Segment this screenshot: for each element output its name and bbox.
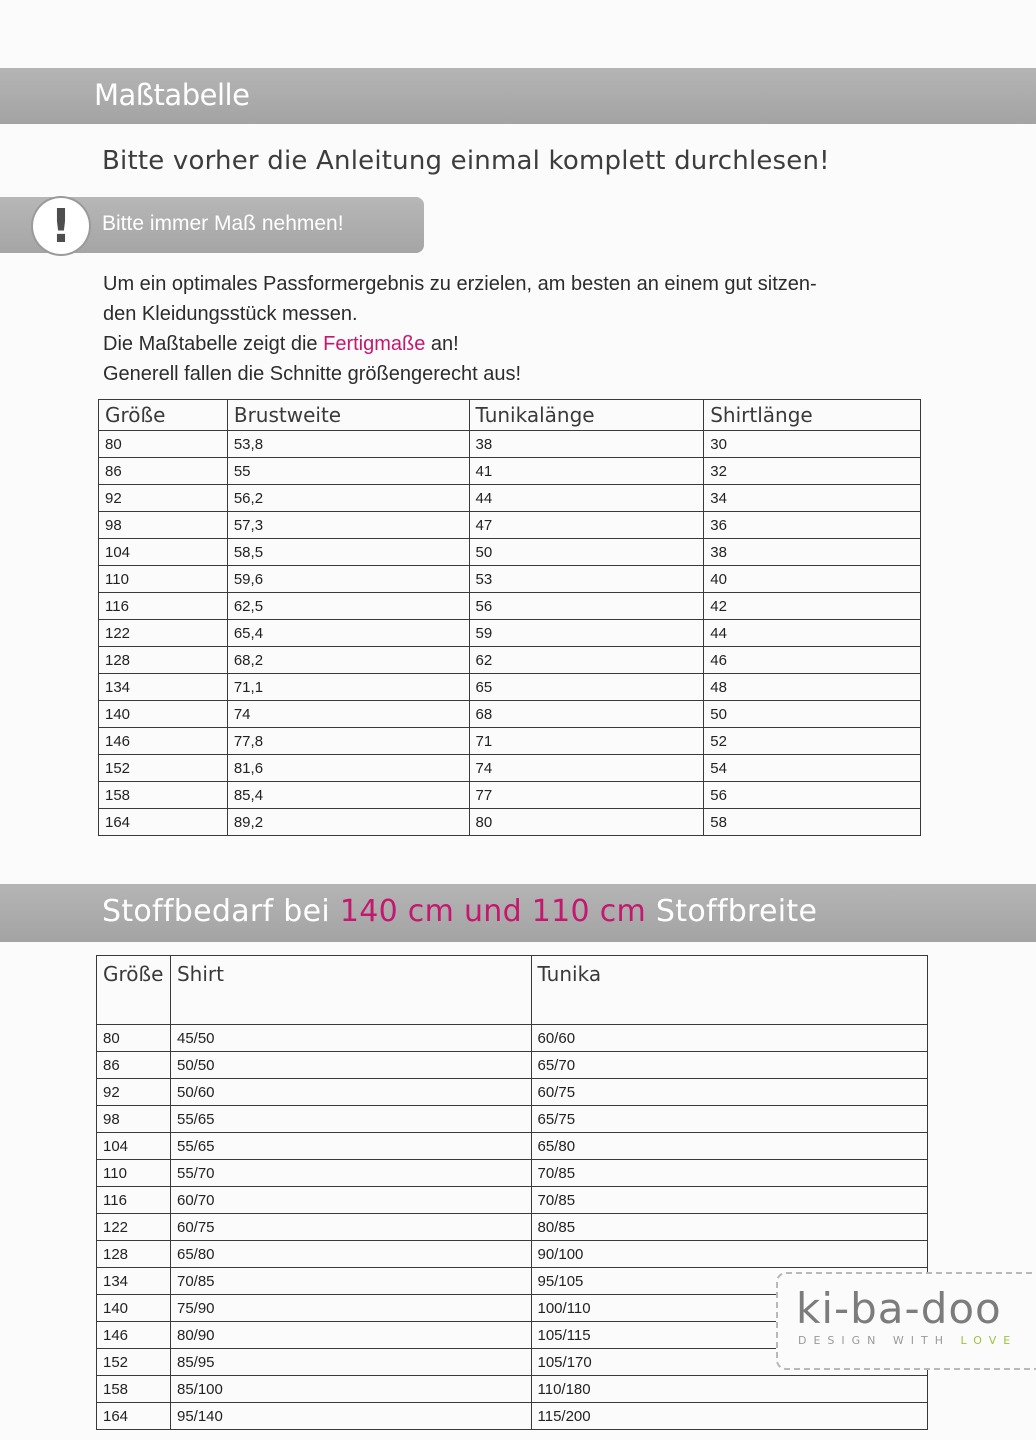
table-cell: 140 bbox=[97, 1295, 171, 1322]
body-line bbox=[103, 329, 933, 359]
table-cell: 45/50 bbox=[170, 1025, 531, 1052]
table-cell: 77,8 bbox=[227, 728, 469, 755]
table-cell: 36 bbox=[704, 512, 921, 539]
table-cell: 70/85 bbox=[170, 1268, 531, 1295]
column-header: Größe bbox=[97, 956, 171, 1025]
table-cell: 59 bbox=[469, 620, 704, 647]
table-row bbox=[99, 620, 921, 647]
body-line: den Kleidungsstück messen. bbox=[103, 303, 358, 325]
body-line: Generell fallen die Schnitte größengerecht aus! bbox=[103, 363, 522, 385]
table-cell: 100/110 bbox=[531, 1295, 928, 1322]
table-cell: 134 bbox=[99, 674, 228, 701]
table-cell: 116 bbox=[99, 593, 228, 620]
table-cell: 158 bbox=[99, 782, 228, 809]
column-header: Shirtlänge bbox=[704, 400, 921, 431]
table-cell: 58 bbox=[704, 809, 921, 836]
table-cell: 164 bbox=[99, 809, 228, 836]
column-header: Shirt bbox=[170, 956, 531, 1025]
body-text-segment: Die Maßtabelle zeigt die bbox=[103, 333, 324, 355]
table-cell: 56,2 bbox=[227, 485, 469, 512]
column-header: Brustweite bbox=[227, 400, 469, 431]
table-cell: 41 bbox=[469, 458, 704, 485]
table-cell: 152 bbox=[99, 755, 228, 782]
table-row bbox=[97, 1133, 928, 1160]
table-row bbox=[97, 1376, 928, 1403]
table-cell: 104 bbox=[97, 1133, 171, 1160]
table-cell: 128 bbox=[97, 1241, 171, 1268]
table-row bbox=[99, 512, 921, 539]
table-cell: 48 bbox=[704, 674, 921, 701]
table-row bbox=[97, 1187, 928, 1214]
table-cell: 65/80 bbox=[531, 1133, 928, 1160]
table-cell: 56 bbox=[704, 782, 921, 809]
table-cell: 128 bbox=[99, 647, 228, 674]
table-row bbox=[99, 539, 921, 566]
table-cell: 70/85 bbox=[531, 1187, 928, 1214]
table-cell: 77 bbox=[469, 782, 704, 809]
body-line: Um ein optimales Passformergebnis zu erzielen, am besten an einem gut sitzen- bbox=[103, 273, 817, 295]
table-cell: 40 bbox=[704, 566, 921, 593]
table-cell: 95/140 bbox=[170, 1403, 531, 1430]
table-cell: 65 bbox=[469, 674, 704, 701]
table-row bbox=[99, 566, 921, 593]
table-cell: 65/80 bbox=[170, 1241, 531, 1268]
table-cell: 85/100 bbox=[170, 1376, 531, 1403]
table-row bbox=[99, 458, 921, 485]
table-cell: 53,8 bbox=[227, 431, 469, 458]
table-cell: 55/65 bbox=[170, 1106, 531, 1133]
table-cell: 92 bbox=[97, 1079, 171, 1106]
table-cell: 86 bbox=[99, 458, 228, 485]
table-cell: 56 bbox=[469, 593, 704, 620]
table-cell: 60/75 bbox=[531, 1079, 928, 1106]
table-cell: 57,3 bbox=[227, 512, 469, 539]
table-cell: 65/70 bbox=[531, 1052, 928, 1079]
table-cell: 60/60 bbox=[531, 1025, 928, 1052]
table-cell: 62,5 bbox=[227, 593, 469, 620]
table-row bbox=[97, 1025, 928, 1052]
table-cell: 34 bbox=[704, 485, 921, 512]
table-row bbox=[97, 1403, 928, 1430]
table-cell: 30 bbox=[704, 431, 921, 458]
section-header-stoffbedarf bbox=[0, 884, 1036, 942]
table-row bbox=[99, 782, 921, 809]
table-cell: 85/95 bbox=[170, 1349, 531, 1376]
table-cell: 68 bbox=[469, 701, 704, 728]
table-cell: 89,2 bbox=[227, 809, 469, 836]
table-cell: 60/75 bbox=[170, 1214, 531, 1241]
table-cell: 68,2 bbox=[227, 647, 469, 674]
table-cell: 104 bbox=[99, 539, 228, 566]
table-cell: 81,6 bbox=[227, 755, 469, 782]
table-cell: 50/50 bbox=[170, 1052, 531, 1079]
table-cell: 59,6 bbox=[227, 566, 469, 593]
table-cell: 70/85 bbox=[531, 1160, 928, 1187]
table-cell: 92 bbox=[99, 485, 228, 512]
table-cell: 85,4 bbox=[227, 782, 469, 809]
table-cell: 86 bbox=[97, 1052, 171, 1079]
table-cell: 152 bbox=[97, 1349, 171, 1376]
column-header: Größe bbox=[99, 400, 228, 431]
table-cell: 60/70 bbox=[170, 1187, 531, 1214]
brand-logo bbox=[776, 1272, 1036, 1370]
table-row bbox=[97, 1052, 928, 1079]
column-header: Tunika bbox=[531, 956, 928, 1025]
table-cell: 116 bbox=[97, 1187, 171, 1214]
size-table bbox=[98, 399, 921, 836]
table-row bbox=[99, 485, 921, 512]
table-cell: 95/105 bbox=[531, 1268, 928, 1295]
table-cell: 55 bbox=[227, 458, 469, 485]
table-cell: 110 bbox=[97, 1160, 171, 1187]
table-cell: 52 bbox=[704, 728, 921, 755]
table-cell: 122 bbox=[97, 1214, 171, 1241]
title-text: Stoffbedarf bei bbox=[102, 894, 340, 929]
table-cell: 55/65 bbox=[170, 1133, 531, 1160]
table-row bbox=[99, 755, 921, 782]
table-cell: 50/60 bbox=[170, 1079, 531, 1106]
table-row bbox=[99, 431, 921, 458]
logo-wordmark: ki-ba-doo bbox=[796, 1284, 1002, 1333]
table-cell: 44 bbox=[469, 485, 704, 512]
table-cell: 134 bbox=[97, 1268, 171, 1295]
table-cell: 54 bbox=[704, 755, 921, 782]
table-row bbox=[97, 1214, 928, 1241]
table-cell: 53 bbox=[469, 566, 704, 593]
table-cell: 164 bbox=[97, 1403, 171, 1430]
table-cell: 140 bbox=[99, 701, 228, 728]
highlight-fertigmasse: Fertigmaße bbox=[323, 333, 426, 355]
table-cell: 50 bbox=[469, 539, 704, 566]
table-cell: 42 bbox=[704, 593, 921, 620]
section-header-masstabelle bbox=[0, 68, 1036, 124]
table-row bbox=[97, 1160, 928, 1187]
table-cell: 47 bbox=[469, 512, 704, 539]
intro-heading: Bitte vorher die Anleitung einmal komplett durchlesen! bbox=[102, 146, 830, 176]
table-cell: 65/75 bbox=[531, 1106, 928, 1133]
table-cell: 55/70 bbox=[170, 1160, 531, 1187]
table-cell: 71,1 bbox=[227, 674, 469, 701]
table-row bbox=[99, 593, 921, 620]
table-cell: 80/85 bbox=[531, 1214, 928, 1241]
tagline-accent: LOVE bbox=[960, 1334, 1018, 1347]
table-row bbox=[99, 809, 921, 836]
table-cell: 74 bbox=[469, 755, 704, 782]
table-cell: 105/115 bbox=[531, 1322, 928, 1349]
title-text: Stoffbreite bbox=[646, 894, 818, 929]
tagline-text: DESIGN WITH bbox=[798, 1334, 961, 1347]
table-row bbox=[97, 1241, 928, 1268]
table-row bbox=[99, 647, 921, 674]
table-cell: 80/90 bbox=[170, 1322, 531, 1349]
table-cell: 44 bbox=[704, 620, 921, 647]
table-row bbox=[99, 701, 921, 728]
table-cell: 122 bbox=[99, 620, 228, 647]
body-text-segment: an! bbox=[425, 333, 459, 355]
table-cell: 46 bbox=[704, 647, 921, 674]
table-row bbox=[99, 674, 921, 701]
table-cell: 90/100 bbox=[531, 1241, 928, 1268]
table-cell: 71 bbox=[469, 728, 704, 755]
table-cell: 146 bbox=[97, 1322, 171, 1349]
logo-tagline bbox=[798, 1334, 1017, 1347]
table-cell: 98 bbox=[97, 1106, 171, 1133]
table-cell: 65,4 bbox=[227, 620, 469, 647]
table-row bbox=[97, 1079, 928, 1106]
table-cell: 80 bbox=[99, 431, 228, 458]
table-cell: 80 bbox=[97, 1025, 171, 1052]
table-cell: 105/170 bbox=[531, 1349, 928, 1376]
table-cell: 146 bbox=[99, 728, 228, 755]
section-title bbox=[102, 894, 817, 929]
column-header: Tunikalänge bbox=[469, 400, 704, 431]
table-cell: 38 bbox=[704, 539, 921, 566]
table-cell: 58,5 bbox=[227, 539, 469, 566]
exclamation-icon: ! bbox=[33, 198, 89, 254]
table-cell: 38 bbox=[469, 431, 704, 458]
table-cell: 32 bbox=[704, 458, 921, 485]
table-cell: 110 bbox=[99, 566, 228, 593]
notice-text: Bitte immer Maß nehmen! bbox=[102, 212, 344, 235]
table-cell: 50 bbox=[704, 701, 921, 728]
table-cell: 75/90 bbox=[170, 1295, 531, 1322]
table-cell: 158 bbox=[97, 1376, 171, 1403]
section-title: Maßtabelle bbox=[94, 78, 250, 112]
instructions-text bbox=[103, 269, 933, 389]
title-highlight: 140 cm und 110 cm bbox=[339, 894, 647, 929]
table-cell: 98 bbox=[99, 512, 228, 539]
table-cell: 110/180 bbox=[531, 1376, 928, 1403]
table-row bbox=[97, 1106, 928, 1133]
table-row bbox=[99, 728, 921, 755]
table-cell: 62 bbox=[469, 647, 704, 674]
table-cell: 115/200 bbox=[531, 1403, 928, 1430]
table-cell: 74 bbox=[227, 701, 469, 728]
table-cell: 80 bbox=[469, 809, 704, 836]
